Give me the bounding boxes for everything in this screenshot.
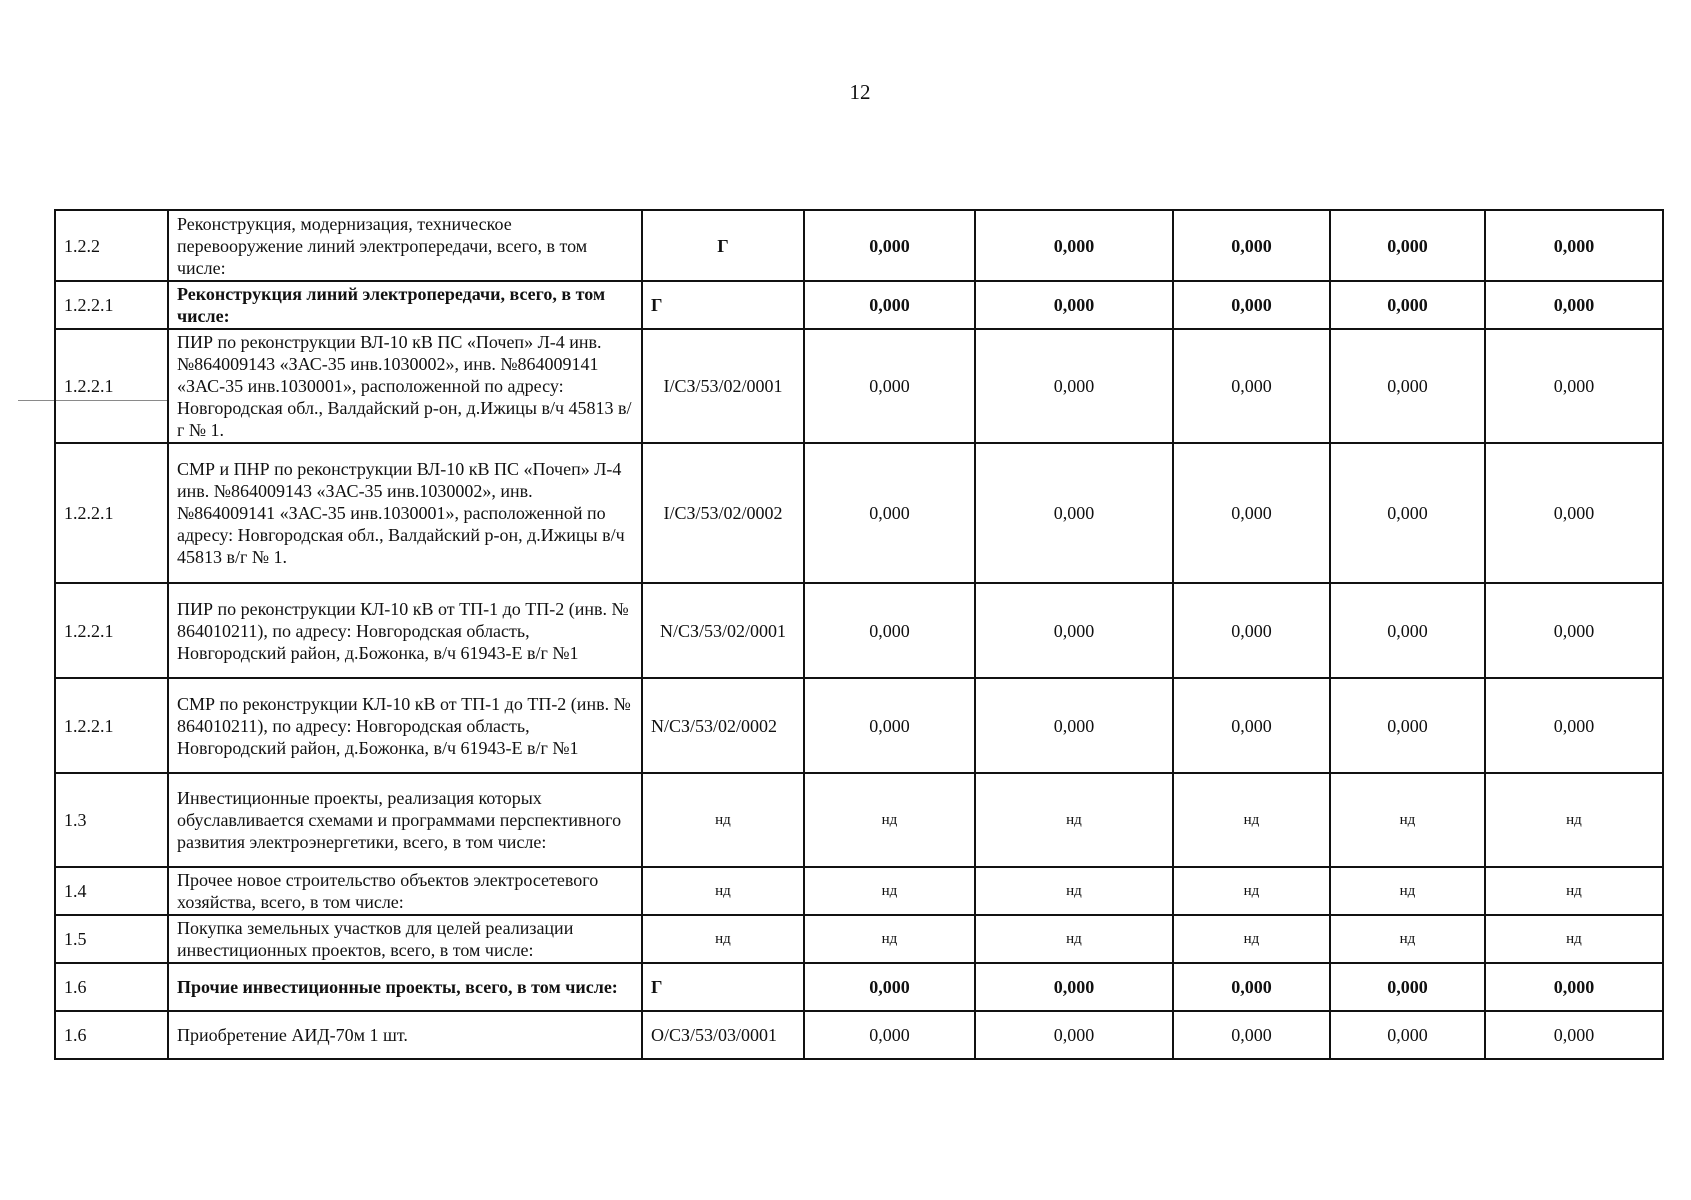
row-value: нд	[1485, 773, 1663, 867]
row-value: нд	[1173, 773, 1330, 867]
row-number: 1.6	[55, 963, 168, 1011]
row-value: 0,000	[1485, 281, 1663, 329]
page-number: 12	[849, 80, 871, 104]
row-value: нд	[804, 915, 975, 963]
row-description: ПИР по реконструкции КЛ-10 кВ от ТП-1 до ТП-2 (инв. № 864010211), по адресу: Новгородская область, Новгородский район, д.Божонка, в/ч 61943-Е в/г №1	[168, 583, 642, 678]
row-value: 0,000	[1485, 1011, 1663, 1059]
row-number: 1.3	[55, 773, 168, 867]
row-description: Реконструкция, модернизация, техническое перевооружение линий электропередачи, всего, в том числе:	[168, 210, 642, 281]
row-value: 0,000	[1330, 210, 1485, 281]
row-code: нд	[642, 867, 804, 915]
row-value: 0,000	[1485, 443, 1663, 583]
row-description: ПИР по реконструкции ВЛ-10 кВ ПС «Почеп» Л-4 инв. №864009143 «ЗАС-35 инв.1030002», инв. №864009141 «ЗАС-35 инв.1030001», расположенной по адресу: Новгородская обл., Валдайский р-он, д.Ижицы в/ч 45813 в/г № 1.	[168, 329, 642, 443]
row-number: 1.5	[55, 915, 168, 963]
row-value: нд	[804, 773, 975, 867]
row-description: Прочее новое строительство объектов электросетевого хозяйства, всего, в том числе:	[168, 867, 642, 915]
row-value: нд	[1330, 773, 1485, 867]
row-description: Приобретение АИД-70м 1 шт.	[168, 1011, 642, 1059]
row-value: 0,000	[804, 329, 975, 443]
table-row	[55, 1011, 1663, 1059]
row-value: нд	[1485, 867, 1663, 915]
row-value: 0,000	[975, 443, 1173, 583]
row-number: 1.2.2.1	[55, 583, 168, 678]
row-value: 0,000	[1485, 678, 1663, 773]
row-value: 0,000	[804, 281, 975, 329]
row-value: 0,000	[1173, 443, 1330, 583]
row-value: нд	[975, 867, 1173, 915]
row-code: нд	[642, 773, 804, 867]
table-row	[55, 963, 1663, 1011]
row-number: 1.2.2.1	[55, 281, 168, 329]
table-row	[55, 773, 1663, 867]
row-description: СМР и ПНР по реконструкции ВЛ-10 кВ ПС «Почеп» Л-4 инв. №864009143 «ЗАС-35 инв.1030002», инв. №864009141 «ЗАС-35 инв.1030001», расположенной по адресу: Новгородская обл., Валдайский р-он, д.Ижицы в/ч 45813 в/г № 1.	[168, 443, 642, 583]
row-value: 0,000	[975, 963, 1173, 1011]
row-code: нд	[642, 915, 804, 963]
row-description: СМР по реконструкции КЛ-10 кВ от ТП-1 до ТП-2 (инв. № 864010211), по адресу: Новгородская область, Новгородский район, д.Божонка, в/ч 61943-Е в/г №1	[168, 678, 642, 773]
row-value: 0,000	[804, 210, 975, 281]
row-number: 1.2.2	[55, 210, 168, 281]
row-number: 1.4	[55, 867, 168, 915]
row-value: 0,000	[1485, 583, 1663, 678]
row-value: 0,000	[1173, 329, 1330, 443]
row-code: Г	[642, 210, 804, 281]
row-value: 0,000	[975, 1011, 1173, 1059]
row-code: N/СЗ/53/02/0002	[642, 678, 804, 773]
row-value: нд	[1173, 867, 1330, 915]
row-value: 0,000	[1330, 583, 1485, 678]
row-value: 0,000	[804, 963, 975, 1011]
table-row	[55, 915, 1663, 963]
row-value: 0,000	[1173, 210, 1330, 281]
row-value: 0,000	[1485, 329, 1663, 443]
table-row	[55, 210, 1663, 281]
row-number: 1.2.2.1	[55, 678, 168, 773]
row-value: 0,000	[975, 281, 1173, 329]
row-value: 0,000	[975, 329, 1173, 443]
row-code: I/СЗ/53/02/0001	[642, 329, 804, 443]
row-value: 0,000	[1330, 1011, 1485, 1059]
table-row	[55, 867, 1663, 915]
table-row	[55, 583, 1663, 678]
row-value: 0,000	[1173, 678, 1330, 773]
row-value: 0,000	[1330, 963, 1485, 1011]
row-value: нд	[804, 867, 975, 915]
row-number: 1.6	[55, 1011, 168, 1059]
table-row	[55, 443, 1663, 583]
row-number: 1.2.2.1	[55, 329, 168, 443]
row-value: нд	[1485, 915, 1663, 963]
row-code: I/СЗ/53/02/0002	[642, 443, 804, 583]
row-description: Инвестиционные проекты, реализация которых обуславливается схемами и программами перспективного развития электроэнергетики, всего, в том числе:	[168, 773, 642, 867]
row-value: нд	[975, 773, 1173, 867]
row-value: 0,000	[1330, 443, 1485, 583]
row-value: 0,000	[804, 443, 975, 583]
row-value: 0,000	[804, 678, 975, 773]
row-value: 0,000	[1173, 583, 1330, 678]
table-row	[55, 281, 1663, 329]
row-value: 0,000	[1485, 210, 1663, 281]
row-code: Г	[642, 281, 804, 329]
row-value: 0,000	[804, 1011, 975, 1059]
row-value: 0,000	[1330, 281, 1485, 329]
row-value: 0,000	[1173, 1011, 1330, 1059]
row-value: 0,000	[1173, 281, 1330, 329]
row-value: 0,000	[1485, 963, 1663, 1011]
row-value: 0,000	[804, 583, 975, 678]
row-value: 0,000	[1173, 963, 1330, 1011]
row-value: 0,000	[1330, 678, 1485, 773]
row-value: 0,000	[1330, 329, 1485, 443]
row-value: нд	[975, 915, 1173, 963]
row-value: нд	[1330, 867, 1485, 915]
investment-table	[54, 209, 1664, 1060]
row-code: O/СЗ/53/03/0001	[642, 1011, 804, 1059]
row-description: Реконструкция линий электропередачи, всего, в том числе:	[168, 281, 642, 329]
row-value: нд	[1173, 915, 1330, 963]
row-value: 0,000	[975, 678, 1173, 773]
table-row	[55, 678, 1663, 773]
row-code: Г	[642, 963, 804, 1011]
row-number: 1.2.2.1	[55, 443, 168, 583]
row-value: 0,000	[975, 210, 1173, 281]
row-value: 0,000	[975, 583, 1173, 678]
row-code: N/СЗ/53/02/0001	[642, 583, 804, 678]
row-value: нд	[1330, 915, 1485, 963]
table-row	[55, 329, 1663, 443]
row-description: Прочие инвестиционные проекты, всего, в том числе:	[168, 963, 642, 1011]
row-description: Покупка земельных участков для целей реализации инвестиционных проектов, всего, в том числе:	[168, 915, 642, 963]
